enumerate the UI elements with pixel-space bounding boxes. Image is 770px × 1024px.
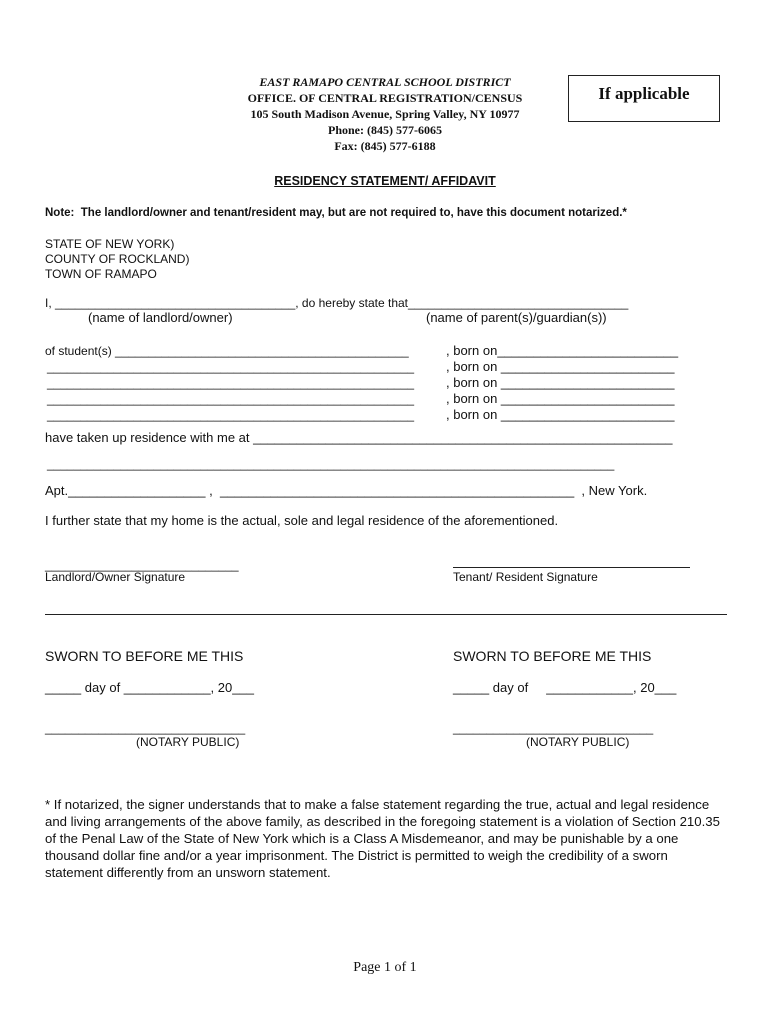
student-field-4[interactable]: _______________________________________________________ [47, 392, 415, 406]
student-field-3[interactable]: _______________________________________________________ [47, 376, 415, 390]
legal-footnote: * If notarized, the signer understands that to make a false statement regarding the true, actual and legal residence and living arrangements of the above family, as described in the foregoing statement is a violation of Section 210.35 of the Penal Law of the State of New York which is a Class A Misdemeanor, and may be punishable by a one thousand dollar fine and/or a year imprisonment. The District is permitted to weigh the credibility of a sworn statement differently from an unsworn statement. [45, 797, 720, 880]
birthdate-field-1[interactable]: , born on_________________________ [446, 343, 679, 358]
birthdate-field-2[interactable]: , born on ________________________ [446, 359, 675, 374]
birthdate-field-5[interactable]: , born on ________________________ [446, 407, 675, 422]
office-address: 105 South Madison Avenue, Spring Valley, NY 10977 [250, 107, 520, 121]
sworn-left: SWORN TO BEFORE ME THIS [45, 648, 244, 664]
guardian-name-label: (name of parent(s)/guardian(s)) [426, 310, 607, 325]
tenant-signature-line[interactable] [453, 567, 690, 568]
venue-town: TOWN OF RAMAPO [45, 267, 157, 281]
birthdate-field-3[interactable]: , born on ________________________ [446, 375, 675, 390]
form-title: RESIDENCY STATEMENT/ AFFIDAVIT [274, 174, 496, 188]
notary-date-right[interactable]: _____ day of ____________, 20___ [453, 680, 677, 695]
student-field-1[interactable]: of student(s) ____________________________________________ [45, 344, 409, 358]
section-divider [45, 614, 727, 615]
student-field-2[interactable]: _______________________________________________________ [47, 360, 415, 374]
notary-signature-right[interactable]: ______________________________ [453, 721, 654, 735]
office-phone: Phone: (845) 577-6065 [328, 123, 442, 137]
student-field-5[interactable]: _______________________________________________________ [47, 408, 415, 422]
venue-state: STATE OF NEW YORK) [45, 237, 175, 251]
further-statement: I further state that my home is the actual, sole and legal residence of the aforementioned. [45, 513, 559, 528]
tenant-signature-label: Tenant/ Resident Signature [453, 570, 598, 584]
birthdate-field-4[interactable]: , born on ________________________ [446, 391, 675, 406]
district-name: EAST RAMAPO CENTRAL SCHOOL DISTRICT [259, 75, 511, 89]
office-fax: Fax: (845) 577-6188 [334, 139, 436, 153]
residence-address-field[interactable]: have taken up residence with me at __________________________________________________________ [45, 430, 673, 445]
notarize-note: Note: The landlord/owner and tenant/resident may, but are not required to, have this document notarized.* [45, 207, 627, 219]
office-name: OFFICE. OF CENTRAL REGISTRATION/CENSUS [247, 91, 523, 105]
notary-label-right: (NOTARY PUBLIC) [526, 735, 630, 749]
if-applicable-box: If applicable [568, 75, 720, 122]
landlord-statement-line[interactable]: I, ____________________________________, do hereby state that_________________________________ [45, 296, 629, 310]
apartment-city-field[interactable]: Apt.___________________ , _________________________________________________ , New York. [45, 483, 648, 498]
residence-address-continued[interactable]: _____________________________________________________________________________________ [47, 457, 615, 471]
page-number: Page 1 of 1 [353, 960, 417, 975]
notary-date-left[interactable]: _____ day of ____________, 20___ [45, 680, 254, 695]
venue-county: COUNTY OF ROCKLAND) [45, 252, 190, 266]
landlord-signature-field[interactable]: _____________________________ [45, 558, 239, 572]
landlord-name-label: (name of landlord/owner) [88, 310, 233, 325]
sworn-right: SWORN TO BEFORE ME THIS [453, 648, 652, 664]
landlord-signature-label: Landlord/Owner Signature [45, 570, 186, 584]
notary-signature-left[interactable]: ______________________________ [45, 721, 246, 735]
notary-label-left: (NOTARY PUBLIC) [136, 735, 240, 749]
